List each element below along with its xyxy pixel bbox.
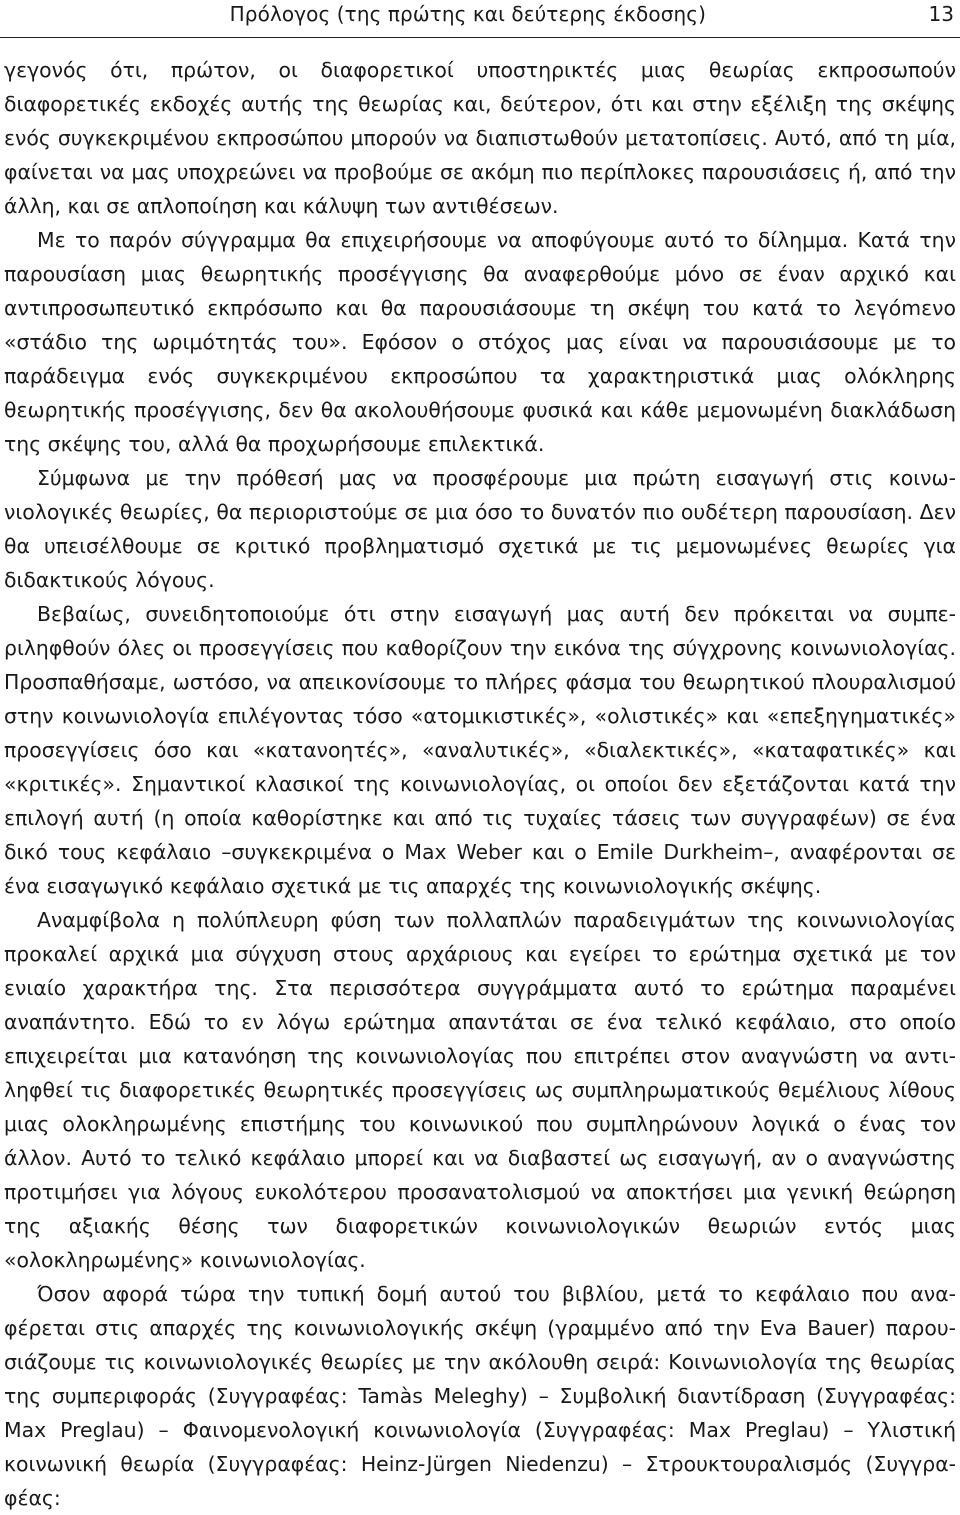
paragraph-continuation: γεγονός ότι, πρώτον, οι διαφορετικοί υποστηρικτές μιας θεωρίας εκπροσωπούν διαφορετικές εκδοχές αυτής της θεωρίας και, δεύτερον, ότι και στην εξέλιξη της σκέψης ενός συγκεκριμένου εκπροσώπου μπορούν να διαπιστωθούν μετατοπίσεις. Αυτό, από τη μία, φαίνεται να μας υποχρεώνει να προβούμε σε ακόμη πιο περίπλοκες παρουσιάσεις ή, από την άλλη, και σε απλοποίηση και κάλυψη των αντιθέσεων. bbox=[4, 58, 956, 218]
header-rule bbox=[0, 37, 960, 38]
paragraph: Σύμφωνα με την πρόθεσή μας να προσφέρουμε μια πρώτη εισαγωγή στις κοινωνιολογικές θεωρίες, θα περιοριστούμε σε μια όσο το δυνατόν πιο ουδέτερη παρουσίαση. Δεν θα υπεισέλθουμε σε κριτικό προβληματισμό σχετικά με τις μεμονωμένες θεωρίες για διδακτικούς λόγους. bbox=[4, 466, 956, 592]
running-header-title: Πρόλογος (της πρώτης και δεύτερης έκδοσης) bbox=[229, 2, 706, 26]
body-text bbox=[4, 53, 956, 1515]
paragraph: Όσον αφορά τώρα την τυπική δομή αυτού του βιβλίου, μετά το κεφάλαιο που αναφέρεται στις απαρχές της κοινωνιολογικής σκέψη (γραμμένο από την Eva Bauer) παρουσιάζουμε τις κοινωνιολογικές θεωρίες με την ακόλουθη σειρά: Κοινωνιολογία της θεωρίας της συμπεριφοράς (Συγγραφέας: Tamàs Meleghy) – Συμβολική διαντίδραση (Συγγραφέας: Max Preglau) – Φαινομενολογική κοινωνιολογία (Συγγραφέας: Max Preglau) – Υλιστική κοινωνική θεωρία (Συγγραφέας: Heinz-Jürgen Niedenzu) – Στρουκτουραλισμός (Συγγραφέας: bbox=[4, 1282, 956, 1510]
page-number: 13 bbox=[928, 2, 954, 26]
running-header bbox=[0, 0, 960, 30]
paragraph: Με το παρόν σύγγραμμα θα επιχειρήσουμε να αποφύγουμε αυτό το δίλημμα. Κατά την παρουσίαση μιας θεωρητικής προσέγγισης θα αναφερθούμε μόνο σε έναν αρχικό και αντιπροσωπευτικό εκπρόσωπο και θα παρουσιάσουμε τη σκέψη του κατά το λεγόmενο «στάδιο της ωριμότητάς του». Εφόσον ο στόχος μας είναι να παρουσιάσουμε με το παράδειγμα ενός συγκεκριμένου εκπροσώπου τα χαρακτηριστικά μιας ολόκληρης θεωρητικής προσέγγισης, δεν θα ακολουθήσουμε φυσικά και κάθε μεμονωμένη διακλάδωση της σκέψης του, αλλά θα προχωρήσουμε επιλεκτικά. bbox=[4, 228, 956, 456]
paragraph: Αναμφίβολα η πολύπλευρη φύση των πολλαπλών παραδειγμάτων της κοινωνιολογίας προκαλεί αρχικά μια σύγχυση στους αρχάριους και εγείρει το ερώτημα σχετικά με τον ενιαίο χαρακτήρα της. Στα περισσότερα συγγράμματα αυτό το ερώτημα παραμένει αναπάντητο. Εδώ το εν λόγω ερώτημα απαντάται σε ένα τελικό κεφάλαιο, στο οποίο επιχειρείται μια κατανόηση της κοινωνιολογίας που επιτρέπει στον αναγνώστη να αντιληφθεί τις διαφορετικές θεωρητικές προσεγγίσεις ως συμπληρωματικούς θεμέλιους λίθους μιας ολοκληρωμένης επιστήμης του κοινωνικού που συμπληρώνουν λογικά ο ένας τον άλλον. Αυτό το τελικό κεφάλαιο μπορεί και να διαβαστεί ως εισαγωγή, αν ο αναγνώστης προτιμήσει για λόγους ευκολότερου προσανατολισμού να αποκτήσει μια γενική θεώρηση της αξιακής θέσης των διαφορετικών κοινωνιολογικών θεωριών εντός μιας «ολοκληρωμένης» κοινωνιολογίας. bbox=[4, 908, 956, 1272]
paragraph: Βεβαίως, συνειδητοποιούμε ότι στην εισαγωγή μας αυτή δεν πρόκειται να συμπεριληφθούν όλες οι προσεγγίσεις που καθορίζουν την εικόνα της σύγχρονης κοινωνιολογίας. Προσπαθήσαμε, ωστόσο, να απεικονίσουμε το πλήρες φάσμα του θεωρητικού πλουραλισμού στην κοινωνιολογία επιλέγοντας τόσο «ατομικιστικές», «ολιστικές» και «επεξηγηματικές» προσεγγίσεις όσο και «κατανοητές», «αναλυτικές», «διαλεκτικές», «καταφατικές» και «κριτικές». Σημαντικοί κλασικοί της κοινωνιολογίας, οι οποίοι δεν εξετάζονται κατά την επιλογή αυτή (η οποία καθορίστηκε και από τις τυχαίες τάσεις των συγγραφέων) σε ένα δικό τους κεφάλαιο –συγκεκριμένα ο Max Weber και ο Emile Durkheim–, αναφέρονται σε ένα εισαγωγικό κεφάλαιο σχετικά με τις απαρχές της κοινωνιολογικής σκέψης. bbox=[4, 602, 956, 898]
